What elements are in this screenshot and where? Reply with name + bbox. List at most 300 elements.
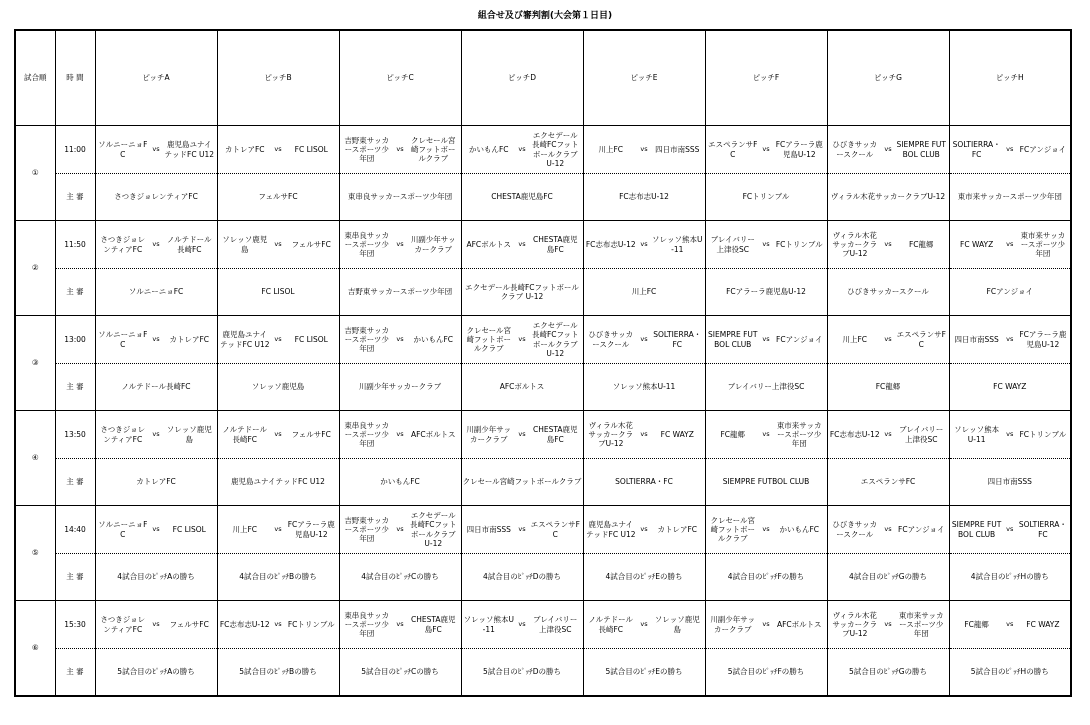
home-team: ソレッソ熊本U-11 xyxy=(954,425,1000,444)
vs-label: vs xyxy=(762,429,770,438)
vs-label: vs xyxy=(884,429,892,438)
match xyxy=(706,126,827,173)
vs-label: vs xyxy=(640,144,648,153)
match xyxy=(462,601,583,648)
vs-label: vs xyxy=(884,524,892,533)
match-cell-pitch-d xyxy=(461,506,583,554)
vs-label: vs xyxy=(396,524,404,533)
match-time: 14:40 xyxy=(55,506,95,554)
match-cell-pitch-e xyxy=(583,601,705,649)
home-team: かいもんFC xyxy=(468,144,509,154)
home-team: FC龍郷 xyxy=(720,429,746,439)
referee-cell-pitch-e: ソレッソ熊本U-11 xyxy=(583,364,705,411)
referee-cell-pitch-d: エクセデール長崎FCフットボールクラブ U-12 xyxy=(461,269,583,316)
away-team: FCアラーラ鹿児島U-12 xyxy=(287,520,335,539)
match-time: 15:30 xyxy=(55,601,95,649)
home-team: 川副少年サッカークラブ xyxy=(466,425,512,444)
referee-cell-pitch-c: 川副少年サッカークラブ xyxy=(339,364,461,411)
referee-label: 主 審 xyxy=(55,459,95,506)
away-team: FC LISOL xyxy=(294,144,328,154)
match-cell-pitch-g xyxy=(827,411,949,459)
home-team: ソルニーニョFC xyxy=(98,330,148,349)
home-team: ソレッソ熊本U-11 xyxy=(463,615,514,634)
home-team: 鹿児島ユナイテッドFC U12 xyxy=(220,330,270,349)
home-team: 吉野東サッカースポーツ少年団 xyxy=(344,325,390,354)
away-team: フェルサFC xyxy=(291,429,331,439)
referee-cell-pitch-a: 5試合目のﾋﾟｯﾁAの勝ち xyxy=(95,649,217,697)
referee-label: 主 審 xyxy=(55,269,95,316)
match-cell-pitch-e xyxy=(583,506,705,554)
vs-label: vs xyxy=(274,334,282,343)
away-team: クレセール宮崎フットボールクラブ xyxy=(410,135,456,164)
home-team: FC志布志U-12 xyxy=(219,619,270,629)
referee-cell-pitch-f: 5試合目のﾋﾟｯﾁFの勝ち xyxy=(705,649,827,697)
match xyxy=(584,601,705,648)
referee-cell-pitch-d: 4試合目のﾋﾟｯﾁDの勝ち xyxy=(461,554,583,601)
match xyxy=(950,411,1071,458)
away-team: エクセデール長崎FCフットボールクラブ U-12 xyxy=(531,321,579,358)
vs-label: vs xyxy=(518,524,526,533)
match-cell-pitch-c xyxy=(339,506,461,554)
match xyxy=(706,506,827,553)
away-team: FC LISOL xyxy=(294,334,328,344)
referee-cell-pitch-f: FCアラーラ鹿児島U-12 xyxy=(705,269,827,316)
match-cell-pitch-c xyxy=(339,316,461,364)
away-team: FCアンジョイ xyxy=(1019,144,1067,154)
vs-label: vs xyxy=(884,619,892,628)
away-team: 鹿児島ユナイテッドFC U12 xyxy=(164,140,214,159)
match xyxy=(96,601,217,648)
match-cell-pitch-f xyxy=(705,316,827,364)
referee-cell-pitch-h: 5試合目のﾋﾟｯﾁHの勝ち xyxy=(949,649,1071,697)
referee-cell-pitch-c: 4試合目のﾋﾟｯﾁCの勝ち xyxy=(339,554,461,601)
match xyxy=(462,506,583,553)
vs-label: vs xyxy=(274,619,282,628)
away-team: ソレッソ鹿児島 xyxy=(166,425,212,444)
away-team: FCアラーラ鹿児島U-12 xyxy=(1019,330,1067,349)
referee-cell-pitch-h: 東市来サッカースポーツ少年団 xyxy=(949,174,1071,221)
away-team: FC龍郷 xyxy=(908,239,934,249)
match xyxy=(584,411,705,458)
referee-cell-pitch-d: クレセール宮崎フットボールクラブ xyxy=(461,459,583,506)
home-team: 東串良サッカースポーツ少年団 xyxy=(344,420,390,449)
match xyxy=(340,221,461,268)
match-cell-pitch-f xyxy=(705,221,827,269)
header-pitch-d: ピッチD xyxy=(461,30,583,126)
match xyxy=(706,601,827,648)
away-team: FCトリンブル xyxy=(1019,429,1067,439)
referee-cell-pitch-c: 東串良サッカースポーツ少年団 xyxy=(339,174,461,221)
match-cell-pitch-a xyxy=(95,316,217,364)
match-row-6 xyxy=(15,601,1071,649)
vs-label: vs xyxy=(396,144,404,153)
referee-cell-pitch-b: ソレッソ鹿児島 xyxy=(217,364,339,411)
home-team: 川上FC xyxy=(598,144,624,154)
home-team: ノルテドール長崎FC xyxy=(222,425,268,444)
match-cell-pitch-h xyxy=(949,506,1071,554)
away-team: FCアラーラ鹿児島U-12 xyxy=(775,140,823,159)
referee-label: 主 審 xyxy=(55,174,95,221)
match xyxy=(462,221,583,268)
header-pitch-a: ピッチA xyxy=(95,30,217,126)
match-cell-pitch-c xyxy=(339,601,461,649)
match xyxy=(950,316,1071,363)
referee-cell-pitch-h: 四日市南SSS xyxy=(949,459,1071,506)
away-team: エクセデール長崎FCフットボールクラブ U-12 xyxy=(531,131,579,168)
match xyxy=(462,411,583,458)
match-cell-pitch-e xyxy=(583,411,705,459)
referee-row-5 xyxy=(15,554,1071,601)
match-cell-pitch-f xyxy=(705,126,827,174)
match-cell-pitch-d xyxy=(461,316,583,364)
vs-label: vs xyxy=(640,524,648,533)
referee-row-3 xyxy=(15,364,1071,411)
referee-cell-pitch-g: 4試合目のﾋﾟｯﾁGの勝ち xyxy=(827,554,949,601)
away-team: エスペランサFC xyxy=(530,520,580,539)
vs-label: vs xyxy=(640,429,648,438)
away-team: カトレアFC xyxy=(169,334,210,344)
match-cell-pitch-e xyxy=(583,126,705,174)
match-cell-pitch-h xyxy=(949,126,1071,174)
match-cell-pitch-c xyxy=(339,411,461,459)
referee-label: 主 審 xyxy=(55,554,95,601)
vs-label: vs xyxy=(640,334,648,343)
home-team: ひびきサッカースクール xyxy=(832,140,878,159)
schedule-body xyxy=(15,126,1071,697)
match xyxy=(584,126,705,173)
header-pitch-e: ピッチE xyxy=(583,30,705,126)
match-time: 13:50 xyxy=(55,411,95,459)
referee-cell-pitch-e: 4試合目のﾋﾟｯﾁEの勝ち xyxy=(583,554,705,601)
referee-cell-pitch-g: エスペランサFC xyxy=(827,459,949,506)
match xyxy=(584,221,705,268)
home-team: ヴィラル木花サッカークラブU-12 xyxy=(832,230,878,259)
referee-cell-pitch-c: 5試合目のﾋﾟｯﾁCの勝ち xyxy=(339,649,461,697)
match-cell-pitch-b xyxy=(217,316,339,364)
home-team: ひびきサッカースクール xyxy=(832,520,878,539)
referee-row-2 xyxy=(15,269,1071,316)
away-team: SOLTIERRA・FC xyxy=(1018,520,1067,539)
away-team: 四日市南SSS xyxy=(655,144,700,154)
referee-cell-pitch-c: 吉野東サッカースポーツ少年団 xyxy=(339,269,461,316)
referee-cell-pitch-e: FC志布志U-12 xyxy=(583,174,705,221)
match-row-4 xyxy=(15,411,1071,459)
vs-label: vs xyxy=(762,524,770,533)
match-cell-pitch-b xyxy=(217,411,339,459)
referee-cell-pitch-f: FCトリンブル xyxy=(705,174,827,221)
header-round: 試合順 xyxy=(15,30,55,126)
match xyxy=(828,601,949,648)
match-cell-pitch-h xyxy=(949,221,1071,269)
match xyxy=(828,221,949,268)
match xyxy=(218,411,339,458)
away-team: SIEMPRE FUTBOL CLUB xyxy=(896,140,946,159)
header-row xyxy=(15,30,1071,126)
away-team: SOLTIERRA・FC xyxy=(653,330,702,349)
home-team: 吉野東サッカースポーツ少年団 xyxy=(344,515,390,544)
away-team: CHESTA鹿児島FC xyxy=(532,425,578,444)
match-time: 11:50 xyxy=(55,221,95,269)
match-cell-pitch-b xyxy=(217,601,339,649)
referee-cell-pitch-e: 5試合目のﾋﾟｯﾁEの勝ち xyxy=(583,649,705,697)
match xyxy=(462,126,583,173)
away-team: FC LISOL xyxy=(172,524,206,534)
header-pitch-g: ピッチG xyxy=(827,30,949,126)
away-team: CHESTA鹿児島FC xyxy=(410,615,456,634)
match xyxy=(340,506,461,553)
header-pitch-c: ピッチC xyxy=(339,30,461,126)
vs-label: vs xyxy=(518,144,526,153)
home-team: さつきジョレンティアFC xyxy=(100,235,146,254)
home-team: SOLTIERRA・FC xyxy=(952,140,1001,159)
round-number: ③ xyxy=(15,316,55,411)
home-team: ノルテドール長崎FC xyxy=(588,615,634,634)
home-team: 川上FC xyxy=(232,524,258,534)
away-team: かいもんFC xyxy=(413,334,454,344)
vs-label: vs xyxy=(396,239,404,248)
match-row-1 xyxy=(15,126,1071,174)
referee-cell-pitch-f: ブレイバリー上津役SC xyxy=(705,364,827,411)
match-cell-pitch-h xyxy=(949,316,1071,364)
vs-label: vs xyxy=(152,619,160,628)
round-number: ② xyxy=(15,221,55,316)
match-cell-pitch-c xyxy=(339,221,461,269)
match xyxy=(218,126,339,173)
referee-cell-pitch-b: FC LISOL xyxy=(217,269,339,316)
match-cell-pitch-g xyxy=(827,601,949,649)
match xyxy=(706,221,827,268)
referee-cell-pitch-c: かいもんFC xyxy=(339,459,461,506)
referee-cell-pitch-h: 4試合目のﾋﾟｯﾁHの勝ち xyxy=(949,554,1071,601)
match xyxy=(218,601,339,648)
match-cell-pitch-a xyxy=(95,411,217,459)
round-number: ① xyxy=(15,126,55,221)
referee-cell-pitch-g: 5試合目のﾋﾟｯﾁGの勝ち xyxy=(827,649,949,697)
away-team: カトレアFC xyxy=(657,524,698,534)
away-team: ソレッソ熊本U-11 xyxy=(652,235,703,254)
match-cell-pitch-a xyxy=(95,126,217,174)
home-team: さつきジョレンティアFC xyxy=(100,615,146,634)
round-number: ⑤ xyxy=(15,506,55,601)
schedule-table xyxy=(14,29,1072,697)
match xyxy=(950,126,1071,173)
vs-label: vs xyxy=(762,239,770,248)
vs-label: vs xyxy=(640,619,648,628)
match xyxy=(96,411,217,458)
match xyxy=(218,316,339,363)
home-team: 川上FC xyxy=(842,334,868,344)
header-pitch-b: ピッチB xyxy=(217,30,339,126)
match-cell-pitch-f xyxy=(705,601,827,649)
match xyxy=(584,316,705,363)
away-team: ブレイバリー上津役SC xyxy=(899,425,944,444)
home-team: FC WAYZ xyxy=(960,239,994,249)
referee-cell-pitch-g: ひびきサッカースクール xyxy=(827,269,949,316)
vs-label: vs xyxy=(884,144,892,153)
match xyxy=(706,316,827,363)
match-row-5 xyxy=(15,506,1071,554)
home-team: AFCボルトス xyxy=(466,239,512,249)
away-team: ソレッソ鹿児島 xyxy=(654,615,700,634)
referee-cell-pitch-b: 4試合目のﾋﾟｯﾁBの勝ち xyxy=(217,554,339,601)
match-cell-pitch-b xyxy=(217,506,339,554)
match xyxy=(462,316,583,363)
away-team: FCトリンブル xyxy=(775,239,823,249)
match-cell-pitch-a xyxy=(95,506,217,554)
home-team: さつきジョレンティアFC xyxy=(100,425,146,444)
match-cell-pitch-e xyxy=(583,221,705,269)
match xyxy=(340,601,461,648)
away-team: ブレイバリー上津役SC xyxy=(533,615,578,634)
match xyxy=(96,221,217,268)
home-team: 鹿児島ユナイテッドFC U12 xyxy=(586,520,636,539)
home-team: ソルニーニョFC xyxy=(98,520,148,539)
away-team: 東市来サッカースポーツ少年団 xyxy=(1020,230,1066,259)
match-cell-pitch-f xyxy=(705,506,827,554)
home-team: 川副少年サッカークラブ xyxy=(710,615,756,634)
vs-label: vs xyxy=(274,524,282,533)
match-cell-pitch-e xyxy=(583,316,705,364)
match xyxy=(96,316,217,363)
header-pitch-h: ピッチH xyxy=(949,30,1071,126)
vs-label: vs xyxy=(518,334,526,343)
match xyxy=(828,126,949,173)
home-team: クレセール宮崎フットボールクラブ xyxy=(466,325,512,354)
referee-cell-pitch-b: フェルサFC xyxy=(217,174,339,221)
referee-label: 主 審 xyxy=(55,649,95,697)
away-team: FC WAYZ xyxy=(660,429,694,439)
referee-cell-pitch-f: SIEMPRE FUTBOL CLUB xyxy=(705,459,827,506)
match xyxy=(218,506,339,553)
referee-cell-pitch-b: 鹿児島ユナイテッドFC U12 xyxy=(217,459,339,506)
home-team: ソルニーニョFC xyxy=(98,140,148,159)
match-row-2 xyxy=(15,221,1071,269)
match xyxy=(828,506,949,553)
referee-row-1 xyxy=(15,174,1071,221)
match-cell-pitch-c xyxy=(339,126,461,174)
away-team: FC WAYZ xyxy=(1026,619,1060,629)
match-cell-pitch-b xyxy=(217,126,339,174)
away-team: 川副少年サッカークラブ xyxy=(410,235,456,254)
match-cell-pitch-g xyxy=(827,126,949,174)
match-cell-pitch-d xyxy=(461,126,583,174)
vs-label: vs xyxy=(152,524,160,533)
round-number: ④ xyxy=(15,411,55,506)
away-team: AFCボルトス xyxy=(776,619,822,629)
home-team: 東串良サッカースポーツ少年団 xyxy=(344,610,390,639)
referee-cell-pitch-a: さつきジョレンティアFC xyxy=(95,174,217,221)
referee-cell-pitch-d: AFCボルトス xyxy=(461,364,583,411)
vs-label: vs xyxy=(274,239,282,248)
home-team: FC龍郷 xyxy=(964,619,989,629)
match-row-3 xyxy=(15,316,1071,364)
match xyxy=(340,316,461,363)
away-team: かいもんFC xyxy=(779,524,820,534)
home-team: ヴィラル木花サッカークラブU-12 xyxy=(832,610,878,639)
referee-cell-pitch-e: SOLTIERRA・FC xyxy=(583,459,705,506)
match-cell-pitch-a xyxy=(95,221,217,269)
referee-cell-pitch-a: ソルニーニョFC xyxy=(95,269,217,316)
vs-label: vs xyxy=(762,334,770,343)
vs-label: vs xyxy=(884,239,892,248)
vs-label: vs xyxy=(518,429,526,438)
referee-cell-pitch-g: FC龍郷 xyxy=(827,364,949,411)
vs-label: vs xyxy=(1006,524,1014,533)
vs-label: vs xyxy=(762,619,770,628)
match-cell-pitch-h xyxy=(949,601,1071,649)
match xyxy=(340,126,461,173)
home-team: クレセール宮崎フットボールクラブ xyxy=(710,515,756,544)
match-cell-pitch-a xyxy=(95,601,217,649)
match-cell-pitch-g xyxy=(827,221,949,269)
vs-label: vs xyxy=(152,334,160,343)
vs-label: vs xyxy=(396,619,404,628)
vs-label: vs xyxy=(1006,239,1014,248)
referee-row-4 xyxy=(15,459,1071,506)
home-team: SIEMPRE FUTBOL CLUB xyxy=(708,330,758,349)
home-team: カトレアFC xyxy=(224,144,265,154)
home-team: FC志布志U-12 xyxy=(829,429,880,439)
match xyxy=(96,506,217,553)
away-team: CHESTA鹿児島FC xyxy=(532,235,578,254)
vs-label: vs xyxy=(762,144,770,153)
vs-label: vs xyxy=(640,239,648,248)
referee-cell-pitch-d: 5試合目のﾋﾟｯﾁDの勝ち xyxy=(461,649,583,697)
away-team: FCアンジョイ xyxy=(776,334,823,344)
away-team: 東市来サッカースポーツ少年団 xyxy=(898,610,944,639)
vs-label: vs xyxy=(518,239,526,248)
match-time: 13:00 xyxy=(55,316,95,364)
vs-label: vs xyxy=(1006,334,1014,343)
away-team: エクセデール長崎FCフットボールクラブ U-12 xyxy=(409,511,457,548)
match-cell-pitch-d xyxy=(461,411,583,459)
referee-cell-pitch-a: 4試合目のﾋﾟｯﾁAの勝ち xyxy=(95,554,217,601)
match xyxy=(950,221,1071,268)
match xyxy=(706,411,827,458)
vs-label: vs xyxy=(1006,144,1014,153)
home-team: FC志布志U-12 xyxy=(585,239,636,249)
match-cell-pitch-d xyxy=(461,601,583,649)
vs-label: vs xyxy=(152,239,160,248)
vs-label: vs xyxy=(274,429,282,438)
match xyxy=(828,411,949,458)
referee-cell-pitch-h: FC WAYZ xyxy=(949,364,1071,411)
vs-label: vs xyxy=(1006,619,1014,628)
referee-cell-pitch-a: カトレアFC xyxy=(95,459,217,506)
match-cell-pitch-b xyxy=(217,221,339,269)
away-team: 東市来サッカースポーツ少年団 xyxy=(776,420,822,449)
match xyxy=(218,221,339,268)
away-team: フェルサFC xyxy=(169,619,209,629)
referee-cell-pitch-e: 川上FC xyxy=(583,269,705,316)
home-team: 四日市南SSS xyxy=(954,334,999,344)
referee-cell-pitch-f: 4試合目のﾋﾟｯﾁFの勝ち xyxy=(705,554,827,601)
vs-label: vs xyxy=(884,334,892,343)
match xyxy=(950,506,1071,553)
referee-label: 主 審 xyxy=(55,364,95,411)
match-time: 11:00 xyxy=(55,126,95,174)
away-team: AFCボルトス xyxy=(410,429,456,439)
match-cell-pitch-g xyxy=(827,316,949,364)
vs-label: vs xyxy=(274,144,282,153)
match xyxy=(340,411,461,458)
referee-cell-pitch-h: FCアンジョイ xyxy=(949,269,1071,316)
vs-label: vs xyxy=(396,429,404,438)
vs-label: vs xyxy=(152,144,160,153)
referee-cell-pitch-a: ノルテドール長崎FC xyxy=(95,364,217,411)
match-cell-pitch-g xyxy=(827,506,949,554)
away-team: ノルテドール長崎FC xyxy=(166,235,212,254)
